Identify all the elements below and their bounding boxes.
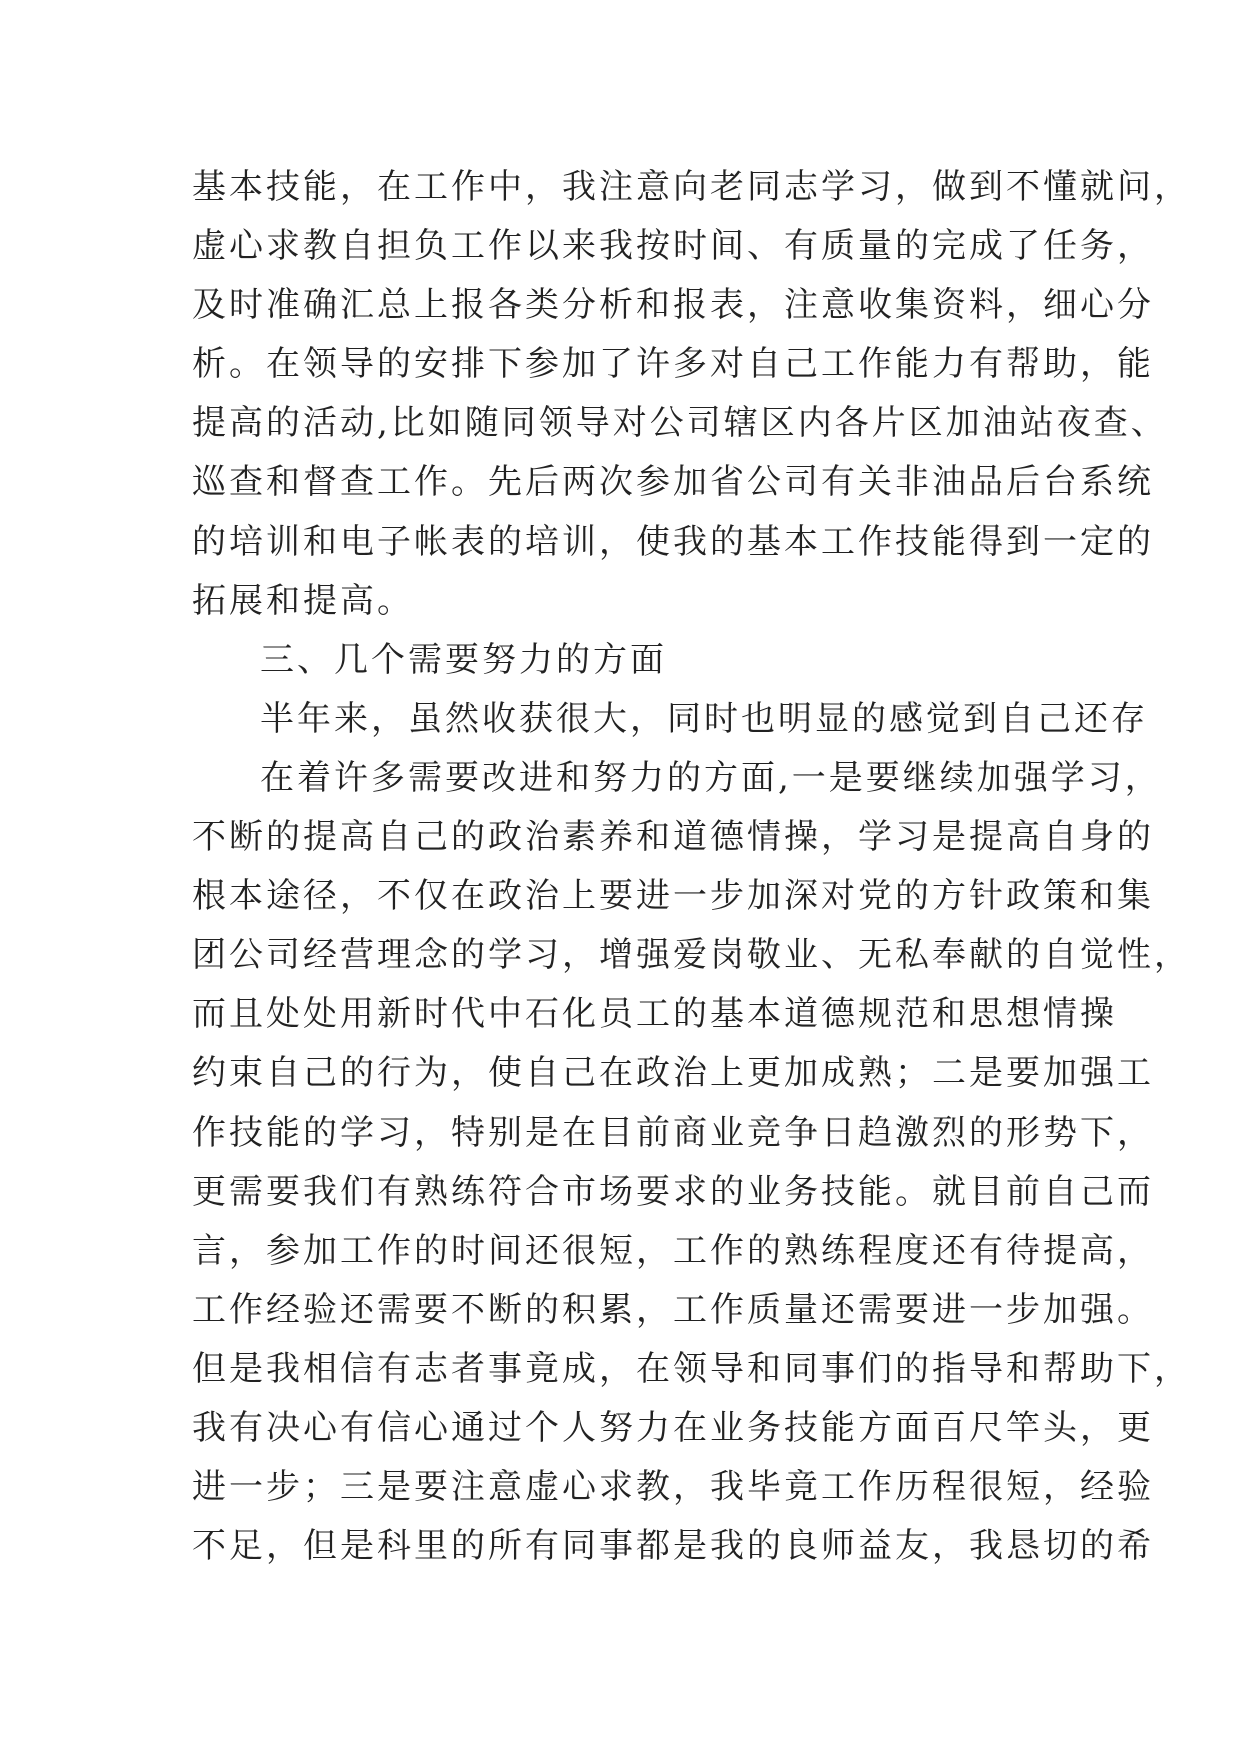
text-line: 而且处处用新时代中石化员工的基本道德规范和思想情操 — [192, 994, 1117, 1035]
text-line: 作技能的学习，特别是在目前商业竞争日趋激烈的形势下， — [192, 1112, 1154, 1153]
text-line: 基本技能，在工作中，我注意向老同志学习，做到不懂就问， — [192, 167, 1191, 207]
text-line: 不足，但是科里的所有同事都是我的良师益友，我恳切的希 — [192, 1526, 1154, 1567]
text-line: 更需要我们有熟练符合市场要求的业务技能。就目前自己而 — [192, 1171, 1154, 1212]
text-line: 团公司经营理念的学习，增强爱岗敬业、无私奉献的自觉性， — [192, 935, 1191, 976]
text-line: 但是我相信有志者事竟成，在领导和同事们的指导和帮助下， — [192, 1348, 1191, 1389]
text-line: 的培训和电子帐表的培训，使我的基本工作技能得到一定的 — [192, 521, 1154, 562]
text-line: 约束自己的行为，使自己在政治上更加成熟；二是要加强工 — [192, 1053, 1154, 1094]
text-line: 及时准确汇总上报各类分析和报表，注意收集资料，细心分 — [192, 285, 1154, 326]
text-line: 根本途径，不仅在政治上要进一步加深对党的方针政策和集 — [192, 876, 1154, 917]
text-line: 不断的提高自己的政治素养和道德情操，学习是提高自身的 — [192, 817, 1154, 858]
text-line: 进一步；三是要注意虚心求教，我毕竟工作历程很短，经验 — [192, 1467, 1154, 1508]
text-line: 拓展和提高。 — [192, 580, 414, 621]
text-line: 巡查和督查工作。先后两次参加省公司有关非油品后台系统 — [192, 462, 1154, 503]
text-line: 我有决心有信心通过个人努力在业务技能方面百尺竿头，更 — [192, 1407, 1154, 1448]
text-line: 在着许多需要改进和努力的方面,一是要继续加强学习， — [260, 757, 1162, 798]
text-line: 工作经验还需要不断的积累，工作质量还需要进一步加强。 — [192, 1289, 1154, 1330]
text-line: 提高的活动,比如随同领导对公司辖区内各片区加油站夜查、 — [192, 403, 1168, 444]
text-line: 析。在领导的安排下参加了许多对自己工作能力有帮助，能 — [192, 344, 1154, 385]
section-heading: 三、几个需要努力的方面 — [260, 639, 667, 680]
text-line: 言，参加工作的时间还很短，工作的熟练程度还有待提高， — [192, 1230, 1154, 1271]
text-line: 虚心求教自担负工作以来我按时间、有质量的完成了任务， — [192, 226, 1154, 267]
document-body — [192, 158, 1191, 1576]
text-line: 半年来，虽然收获很大，同时也明显的感觉到自己还存 — [260, 698, 1148, 739]
